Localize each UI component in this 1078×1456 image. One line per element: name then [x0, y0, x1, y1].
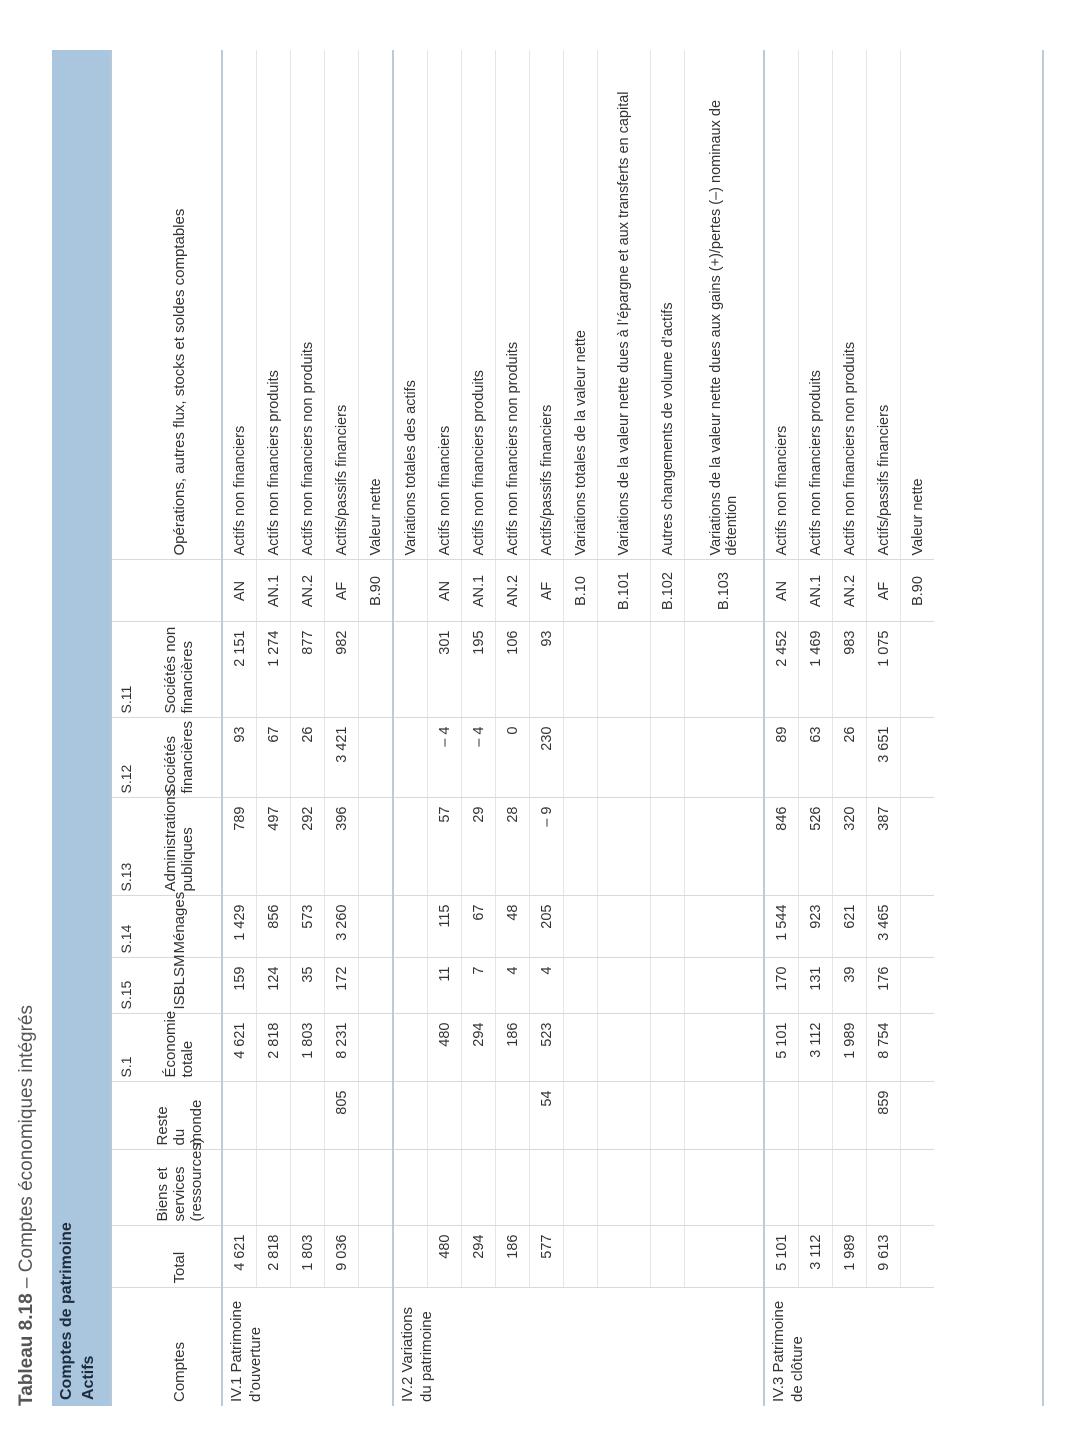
cell-sf: 230 [530, 718, 564, 798]
cell-biens [867, 1150, 901, 1226]
cell-economie: 8 231 [325, 1014, 359, 1082]
cell-operation: Autres changements de volume d’actifs [651, 50, 685, 560]
cell-menages: 1 429 [222, 896, 257, 958]
header-menages: Ménages [137, 896, 222, 958]
cell-snf: 106 [496, 622, 530, 718]
cell-operation: Variations totales des actifs [393, 50, 428, 560]
cell-code: AN.2 [833, 560, 867, 622]
cell-sf [651, 718, 685, 798]
cell-apu: 846 [764, 798, 799, 896]
account-label: IV.3 Patrimoine de clôture [764, 1288, 934, 1406]
cell-total: 3 112 [799, 1226, 833, 1288]
cell-apu [393, 798, 428, 896]
cell-biens [685, 1150, 765, 1226]
cell-sf [685, 718, 765, 798]
accounts-table [110, 50, 934, 1406]
cell-total: 4 621 [222, 1226, 257, 1288]
band-title: Comptes de patrimoine [58, 1222, 75, 1400]
sector-code: S.1 [111, 1014, 137, 1082]
cell-isblsm [564, 958, 598, 1014]
table-row [799, 50, 833, 1406]
table-row [257, 50, 291, 1406]
cell-economie: 186 [496, 1014, 530, 1082]
cell-sf [598, 718, 651, 798]
cell-economie: 8 754 [867, 1014, 901, 1082]
cell-operation: Actifs non financiers non produits [291, 50, 325, 560]
cell-rdm [901, 1082, 935, 1150]
cell-operation: Actifs non financiers non produits [496, 50, 530, 560]
cell-apu: 292 [291, 798, 325, 896]
cell-apu: 29 [462, 798, 496, 896]
cell-code: B.101 [598, 560, 651, 622]
cell-menages [598, 896, 651, 958]
cell-menages: 621 [833, 896, 867, 958]
cell-snf [393, 622, 428, 718]
cell-sf: 26 [291, 718, 325, 798]
account-label: IV.2 Variations du patrimoine [393, 1288, 764, 1406]
cell-isblsm [598, 958, 651, 1014]
cell-economie: 3 112 [799, 1014, 833, 1082]
cell-apu [685, 798, 765, 896]
cell-code: B.90 [359, 560, 394, 622]
cell-menages: 3 260 [325, 896, 359, 958]
table-row [564, 50, 598, 1406]
sector-code: S.14 [111, 896, 137, 958]
cell-isblsm: 39 [833, 958, 867, 1014]
cell-menages [901, 896, 935, 958]
cell-economie [685, 1014, 765, 1082]
cell-isblsm [685, 958, 765, 1014]
cell-rdm [833, 1082, 867, 1150]
header-total: Total [137, 1226, 222, 1288]
cell-apu: 57 [428, 798, 462, 896]
cell-total [901, 1226, 935, 1288]
cell-rdm [428, 1082, 462, 1150]
table-row [222, 50, 257, 1406]
cell-sf: 93 [222, 718, 257, 798]
cell-sf [564, 718, 598, 798]
cell-isblsm: 35 [291, 958, 325, 1014]
cell-sf: 0 [496, 718, 530, 798]
cell-code: B.10 [564, 560, 598, 622]
cell-biens [651, 1150, 685, 1226]
cell-menages [393, 896, 428, 958]
cell-snf [901, 622, 935, 718]
cell-apu [598, 798, 651, 896]
cell-snf: 1 274 [257, 622, 291, 718]
cell-code: B.102 [651, 560, 685, 622]
cell-apu: 789 [222, 798, 257, 896]
cell-operation: Actifs non financiers [222, 50, 257, 560]
cell-rdm [685, 1082, 765, 1150]
cell-menages [564, 896, 598, 958]
cell-snf [359, 622, 394, 718]
account-label: IV.1 Patrimoine d’ouverture [222, 1288, 393, 1406]
header-rdm: Reste du monde [137, 1082, 222, 1150]
header-operations: Opérations, autres flux, stocks et soldes comptables [137, 50, 222, 560]
cell-code: AF [867, 560, 901, 622]
cell-code: AN [428, 560, 462, 622]
cell-total [393, 1226, 428, 1288]
cell-rdm [496, 1082, 530, 1150]
cell-apu [651, 798, 685, 896]
cell-code: AN.2 [291, 560, 325, 622]
table-row [325, 50, 359, 1406]
cell-sf: 3 421 [325, 718, 359, 798]
cell-apu: 320 [833, 798, 867, 896]
cell-snf: 983 [833, 622, 867, 718]
table-row [291, 50, 325, 1406]
cell-code: AN.1 [462, 560, 496, 622]
cell-operation: Variations de la valeur nette dues aux gains (+)/pertes (–) nominaux de détention [685, 50, 765, 560]
cell-sf: 89 [764, 718, 799, 798]
cell-apu: 497 [257, 798, 291, 896]
cell-biens [598, 1150, 651, 1226]
cell-operation: Actifs non financiers [764, 50, 799, 560]
cell-total: 1 989 [833, 1226, 867, 1288]
cell-biens [462, 1150, 496, 1226]
cell-rdm [564, 1082, 598, 1150]
table-row [651, 50, 685, 1406]
band-subtitle: Actifs [80, 1355, 97, 1400]
cell-menages: 923 [799, 896, 833, 958]
cell-snf: 877 [291, 622, 325, 718]
cell-total: 186 [496, 1226, 530, 1288]
cell-economie: 4 621 [222, 1014, 257, 1082]
cell-apu: 387 [867, 798, 901, 896]
cell-biens [257, 1150, 291, 1226]
cell-code [393, 560, 428, 622]
cell-operation: Actifs non financiers produits [799, 50, 833, 560]
cell-isblsm: 4 [530, 958, 564, 1014]
cell-economie [651, 1014, 685, 1082]
cell-isblsm: 131 [799, 958, 833, 1014]
cell-isblsm: 11 [428, 958, 462, 1014]
cell-operation: Actifs non financiers produits [257, 50, 291, 560]
cell-biens [222, 1150, 257, 1226]
cell-menages: 3 465 [867, 896, 901, 958]
cell-rdm [222, 1082, 257, 1150]
cell-code: AF [325, 560, 359, 622]
cell-operation: Valeur nette [901, 50, 935, 560]
cell-menages: 205 [530, 896, 564, 958]
cell-isblsm: 124 [257, 958, 291, 1014]
table-row [833, 50, 867, 1406]
cell-snf: 93 [530, 622, 564, 718]
cell-total: 294 [462, 1226, 496, 1288]
cell-code: AF [530, 560, 564, 622]
cell-total [651, 1226, 685, 1288]
cell-total [564, 1226, 598, 1288]
cell-code: AN [222, 560, 257, 622]
cell-economie [393, 1014, 428, 1082]
table-bottom-rule [1042, 50, 1044, 1406]
cell-biens [833, 1150, 867, 1226]
cell-rdm [359, 1082, 394, 1150]
cell-rdm [764, 1082, 799, 1150]
sector-code: S.13 [111, 798, 137, 896]
table-caption [16, 1005, 38, 1406]
cell-menages: 573 [291, 896, 325, 958]
cell-economie [598, 1014, 651, 1082]
cell-snf [685, 622, 765, 718]
table-row [867, 50, 901, 1406]
cell-rdm: 54 [530, 1082, 564, 1150]
sector-code-row [111, 50, 137, 1406]
cell-sf: 26 [833, 718, 867, 798]
header-comptes: Comptes [170, 1341, 188, 1402]
table-row [462, 50, 496, 1406]
cell-biens [799, 1150, 833, 1226]
header-isblsm: ISBLSM [137, 958, 222, 1014]
cell-isblsm [901, 958, 935, 1014]
cell-biens [325, 1150, 359, 1226]
header-row [137, 50, 222, 1406]
cell-menages [685, 896, 765, 958]
header-apu: Administrations publiques [137, 798, 222, 896]
cell-total [598, 1226, 651, 1288]
table-body [222, 50, 934, 1406]
cell-sf [359, 718, 394, 798]
caption-number: Tableau 8.18 [16, 1293, 37, 1406]
cell-economie: 2 818 [257, 1014, 291, 1082]
title-band [52, 50, 110, 1406]
cell-operation: Actifs/passifs financiers [325, 50, 359, 560]
cell-menages [359, 896, 394, 958]
cell-sf: – 4 [428, 718, 462, 798]
cell-isblsm [393, 958, 428, 1014]
cell-economie [359, 1014, 394, 1082]
cell-rdm [799, 1082, 833, 1150]
cell-economie [901, 1014, 935, 1082]
cell-rdm [598, 1082, 651, 1150]
cell-total: 9 613 [867, 1226, 901, 1288]
table-row [530, 50, 564, 1406]
table-row [393, 50, 428, 1406]
cell-total: 480 [428, 1226, 462, 1288]
cell-apu: 396 [325, 798, 359, 896]
cell-total: 1 803 [291, 1226, 325, 1288]
cell-code: AN.2 [496, 560, 530, 622]
cell-snf: 2 151 [222, 622, 257, 718]
header-sf: Sociétés financières [137, 718, 222, 798]
cell-isblsm: 7 [462, 958, 496, 1014]
cell-operation: Actifs non financiers produits [462, 50, 496, 560]
cell-code: AN [764, 560, 799, 622]
caption-title: – Comptes économiques intégrés [16, 1005, 37, 1289]
cell-total [359, 1226, 394, 1288]
cell-economie: 294 [462, 1014, 496, 1082]
cell-biens [901, 1150, 935, 1226]
cell-operation: Actifs/passifs financiers [867, 50, 901, 560]
sector-code: S.12 [111, 718, 137, 798]
table-row [598, 50, 651, 1406]
cell-snf: 301 [428, 622, 462, 718]
cell-operation: Variations de la valeur nette dues à l’épargne et aux transferts en capital [598, 50, 651, 560]
cell-menages: 115 [428, 896, 462, 958]
cell-economie [564, 1014, 598, 1082]
cell-sf: – 4 [462, 718, 496, 798]
table-row [685, 50, 765, 1406]
cell-operation: Actifs non financiers [428, 50, 462, 560]
cell-menages: 67 [462, 896, 496, 958]
cell-isblsm [359, 958, 394, 1014]
cell-rdm: 859 [867, 1082, 901, 1150]
cell-code: AN.1 [799, 560, 833, 622]
cell-economie: 523 [530, 1014, 564, 1082]
cell-biens [496, 1150, 530, 1226]
cell-sf: 63 [799, 718, 833, 798]
cell-apu: – 9 [530, 798, 564, 896]
cell-snf: 982 [325, 622, 359, 718]
cell-isblsm: 4 [496, 958, 530, 1014]
table-row [901, 50, 935, 1406]
cell-menages [651, 896, 685, 958]
cell-total: 577 [530, 1226, 564, 1288]
header-economie: Économie totale [137, 1014, 222, 1082]
cell-total: 5 101 [764, 1226, 799, 1288]
cell-economie: 480 [428, 1014, 462, 1082]
cell-isblsm [651, 958, 685, 1014]
table-row [764, 50, 799, 1406]
cell-economie: 1 989 [833, 1014, 867, 1082]
cell-isblsm: 159 [222, 958, 257, 1014]
table-row [359, 50, 394, 1406]
cell-biens [359, 1150, 394, 1226]
cell-rdm [291, 1082, 325, 1150]
cell-rdm [393, 1082, 428, 1150]
cell-menages: 48 [496, 896, 530, 958]
header-code [137, 560, 222, 622]
cell-operation: Variations totales de la valeur nette [564, 50, 598, 560]
cell-operation: Actifs/passifs financiers [530, 50, 564, 560]
cell-snf: 2 452 [764, 622, 799, 718]
cell-snf [598, 622, 651, 718]
cell-isblsm: 172 [325, 958, 359, 1014]
cell-menages: 1 544 [764, 896, 799, 958]
cell-code: B.90 [901, 560, 935, 622]
cell-total: 2 818 [257, 1226, 291, 1288]
cell-apu: 28 [496, 798, 530, 896]
cell-snf [651, 622, 685, 718]
cell-isblsm: 176 [867, 958, 901, 1014]
header-biens: Biens et services (ressources) [137, 1150, 222, 1226]
cell-biens [764, 1150, 799, 1226]
table-row [496, 50, 530, 1406]
cell-rdm [651, 1082, 685, 1150]
cell-biens [564, 1150, 598, 1226]
cell-apu: 526 [799, 798, 833, 896]
cell-operation: Valeur nette [359, 50, 394, 560]
cell-sf: 67 [257, 718, 291, 798]
cell-sf [393, 718, 428, 798]
cell-biens [393, 1150, 428, 1226]
cell-apu [359, 798, 394, 896]
cell-biens [530, 1150, 564, 1226]
cell-biens [291, 1150, 325, 1226]
header-snf: Sociétés non financières [137, 622, 222, 718]
cell-biens [428, 1150, 462, 1226]
cell-rdm [462, 1082, 496, 1150]
cell-rdm [257, 1082, 291, 1150]
cell-snf: 195 [462, 622, 496, 718]
cell-sf: 3 651 [867, 718, 901, 798]
cell-snf: 1 469 [799, 622, 833, 718]
cell-snf [564, 622, 598, 718]
cell-economie: 5 101 [764, 1014, 799, 1082]
cell-apu [564, 798, 598, 896]
cell-apu [901, 798, 935, 896]
cell-economie: 1 803 [291, 1014, 325, 1082]
cell-total: 9 036 [325, 1226, 359, 1288]
cell-isblsm: 170 [764, 958, 799, 1014]
cell-rdm: 805 [325, 1082, 359, 1150]
cell-snf: 1 075 [867, 622, 901, 718]
table-row [428, 50, 462, 1406]
sector-code: S.15 [111, 958, 137, 1014]
cell-sf [901, 718, 935, 798]
cell-code: AN.1 [257, 560, 291, 622]
cell-menages: 856 [257, 896, 291, 958]
cell-total [685, 1226, 765, 1288]
cell-code: B.103 [685, 560, 765, 622]
sector-code: S.11 [111, 622, 137, 718]
cell-operation: Actifs non financiers non produits [833, 50, 867, 560]
